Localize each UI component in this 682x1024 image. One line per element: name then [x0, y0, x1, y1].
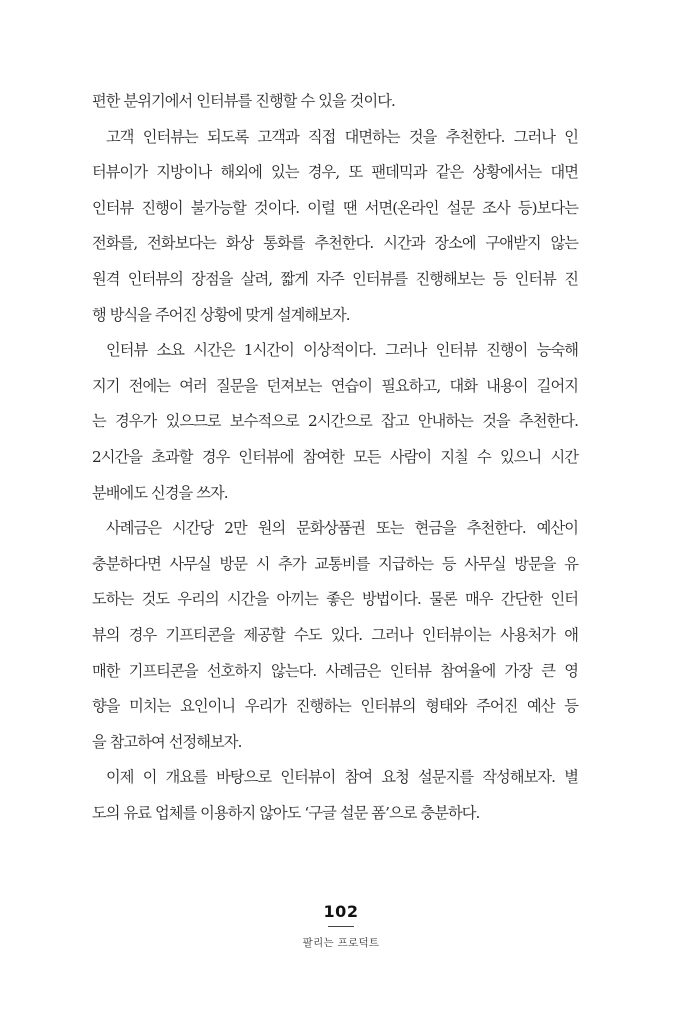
- text-line: 사례금은 시간당 2만 원의 문화상품권 또는 현금을 추천한다. 예산이: [106, 519, 578, 538]
- body-text: [92, 84, 578, 831]
- running-title: 팔리는 프로덕트: [302, 937, 380, 949]
- text-line: 향을 미치는 요인이니 우리가 진행하는 인터뷰의 형태와 주어진 예산 등: [92, 697, 578, 716]
- text-line: 뷰의 경우 기프티콘을 제공할 수도 있다. 그러나 인터뷰이는 사용처가 애: [92, 625, 578, 644]
- text-line: 는 경우가 있으므로 보수적으로 2시간으로 잡고 안내하는 것을 추천한다.: [92, 412, 578, 431]
- text-line: 충분하다면 사무실 방문 시 추가 교통비를 지급하는 등 사무실 방문을 유: [92, 554, 578, 573]
- text-line: 인터뷰 소요 시간은 1시간이 이상적이다. 그러나 인터뷰 진행이 능숙해: [106, 341, 578, 360]
- footer-divider: [328, 926, 354, 927]
- text-line: 행 방식을 주어진 상황에 맞게 설계해보자.: [92, 305, 350, 324]
- page-footer: [0, 902, 682, 950]
- text-line: 원격 인터뷰의 장점을 살려, 짧게 자주 인터뷰를 진행해보는 등 인터뷰 진: [92, 269, 578, 288]
- text-line: 편한 분위기에서 인터뷰를 진행할 수 있을 것이다.: [92, 92, 395, 110]
- text-line: 인터뷰 진행이 불가능할 것이다. 이럴 땐 서면(온라인 설문 조사 등)보다는: [92, 198, 578, 217]
- text-line: 전화를, 전화보다는 화상 통화를 추천한다. 시간과 장소에 구애받지 않는: [92, 234, 578, 253]
- text-line: 고객 인터뷰는 되도록 고객과 직접 대면하는 것을 추천한다. 그러나 인: [106, 127, 578, 146]
- text-line: 지기 전에는 여러 질문을 던져보는 연습이 필요하고, 대화 내용이 길어지: [92, 376, 578, 395]
- text-line: 2시간을 초과할 경우 인터뷰에 참여한 모든 사람이 지칠 수 있으니 시간: [92, 447, 578, 466]
- text-line: 을 참고하여 선정해보자.: [92, 732, 242, 751]
- text-line: 도의 유료 업체를 이용하지 않아도 ‘구글 설문 폼’으로 충분하다.: [92, 803, 480, 822]
- text-line: 매한 기프티콘을 선호하지 않는다. 사례금은 인터뷰 참여율에 가장 큰 영: [92, 661, 578, 680]
- text-line: 터뷰이가 지방이나 해외에 있는 경우, 또 팬데믹과 같은 상황에서는 대면: [92, 163, 578, 182]
- text-line: 도하는 것도 우리의 시간을 아끼는 좋은 방법이다. 물론 매우 간단한 인터: [92, 590, 578, 609]
- text-line: 이제 이 개요를 바탕으로 인터뷰이 참여 요청 설문지를 작성해보자. 별: [106, 768, 578, 787]
- text-line: 분배에도 신경을 쓰자.: [92, 483, 228, 502]
- page-number: 102: [323, 902, 359, 921]
